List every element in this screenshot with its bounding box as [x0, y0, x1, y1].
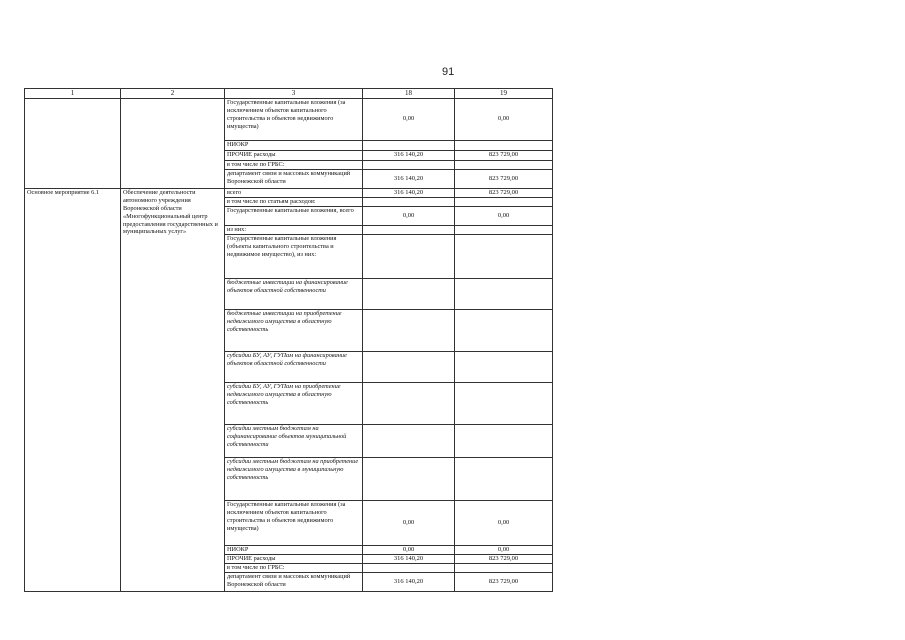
value-18 [363, 564, 455, 573]
value-19: 823 729,00 [455, 150, 553, 160]
row-label: ПРОЧИЕ расходы [225, 150, 363, 160]
row-label: департамент связи и массовых коммуникаций Воронежской области [225, 169, 363, 188]
row-label: департамент связи и массовых коммуникаций Воронежской области [225, 573, 363, 592]
value-19 [455, 458, 553, 501]
value-18: 316 140,20 [363, 150, 455, 160]
row-label: Государственные капитальные вложения (за исключением объектов капитального строительства и объектов недвижимого имущества) [225, 98, 363, 140]
header-col-3: 3 [225, 89, 363, 99]
value-18: 0,00 [363, 501, 455, 546]
value-19 [455, 160, 553, 169]
row-label: Государственные капитальные вложения (объекты капитального строительства и недвижимое имущество), из них: [225, 235, 363, 279]
header-col-18: 18 [363, 89, 455, 99]
value-18 [363, 140, 455, 150]
value-18 [363, 235, 455, 279]
measure-description: Обеспечение деятельности автономного учреждения Воронежской области «Многофункциональный центр предоставления государственных и муниципальных услуг» [121, 188, 225, 592]
value-19 [455, 425, 553, 458]
header-col-2: 2 [121, 89, 225, 99]
budget-table [24, 88, 553, 592]
header-col-1: 1 [25, 89, 121, 99]
row-label: в том числе по ГРБС: [225, 564, 363, 573]
measure-name: Основное мероприятие 6.1 [25, 188, 121, 592]
value-19 [455, 226, 553, 235]
value-18: 0,00 [363, 546, 455, 555]
value-19 [455, 352, 553, 383]
value-19 [455, 140, 553, 150]
row-label: НИОКР [225, 140, 363, 150]
row-label: ПРОЧИЕ расходы [225, 555, 363, 564]
header-col-19: 19 [455, 89, 553, 99]
value-19 [455, 279, 553, 310]
row-label: субсидии местным бюджетам на приобретение недвижимого имущества в муниципальную собственность [225, 458, 363, 501]
value-19: 0,00 [455, 546, 553, 555]
row-label: НИОКР [225, 546, 363, 555]
table-row [25, 98, 553, 140]
row-label: бюджетные инвестиции на приобретение недвижимого имущества в областную собственность [225, 310, 363, 352]
value-19 [455, 383, 553, 425]
row-label: всего [225, 188, 363, 197]
row-label: в том числе по статьям расходов: [225, 198, 363, 207]
value-19: 823 729,00 [455, 188, 553, 197]
value-18 [363, 458, 455, 501]
empty-cell [121, 98, 225, 188]
empty-cell [25, 98, 121, 188]
value-19: 0,00 [455, 207, 553, 226]
value-18: 316 140,20 [363, 188, 455, 197]
value-19: 823 729,00 [455, 573, 553, 592]
value-18: 0,00 [363, 207, 455, 226]
table-row [25, 188, 553, 197]
row-label: бюджетные инвестиции на финансирование объектов областной собственности [225, 279, 363, 310]
value-19: 0,00 [455, 98, 553, 140]
row-label: Государственные капитальные вложения (за исключением объектов капитального строительства и объектов недвижимого имущества) [225, 501, 363, 546]
row-label: субсидии БУ, АУ, ГУПам на приобретение недвижимого имущества в областную собственность [225, 383, 363, 425]
value-18 [363, 226, 455, 235]
value-19 [455, 310, 553, 352]
value-19: 823 729,00 [455, 555, 553, 564]
row-label: в том числе по ГРБС: [225, 160, 363, 169]
value-18: 316 140,20 [363, 169, 455, 188]
value-19: 0,00 [455, 501, 553, 546]
value-18: 316 140,20 [363, 555, 455, 564]
value-18 [363, 198, 455, 207]
page-number: 91 [442, 66, 455, 78]
value-18 [363, 160, 455, 169]
row-label: Государственные капитальные вложения, всего [225, 207, 363, 226]
value-19: 823 729,00 [455, 169, 553, 188]
value-18 [363, 383, 455, 425]
value-19 [455, 564, 553, 573]
value-18: 0,00 [363, 98, 455, 140]
row-label: субсидии местным бюджетам на софинансирование объектов муниципальной собственности [225, 425, 363, 458]
value-18 [363, 425, 455, 458]
value-19 [455, 235, 553, 279]
row-label: из них: [225, 226, 363, 235]
value-18 [363, 352, 455, 383]
value-18 [363, 310, 455, 352]
value-18: 316 140,20 [363, 573, 455, 592]
header-row [25, 89, 553, 99]
value-19 [455, 198, 553, 207]
row-label: субсидии БУ, АУ, ГУПам на финансирование объектов областной собственности [225, 352, 363, 383]
value-18 [363, 279, 455, 310]
